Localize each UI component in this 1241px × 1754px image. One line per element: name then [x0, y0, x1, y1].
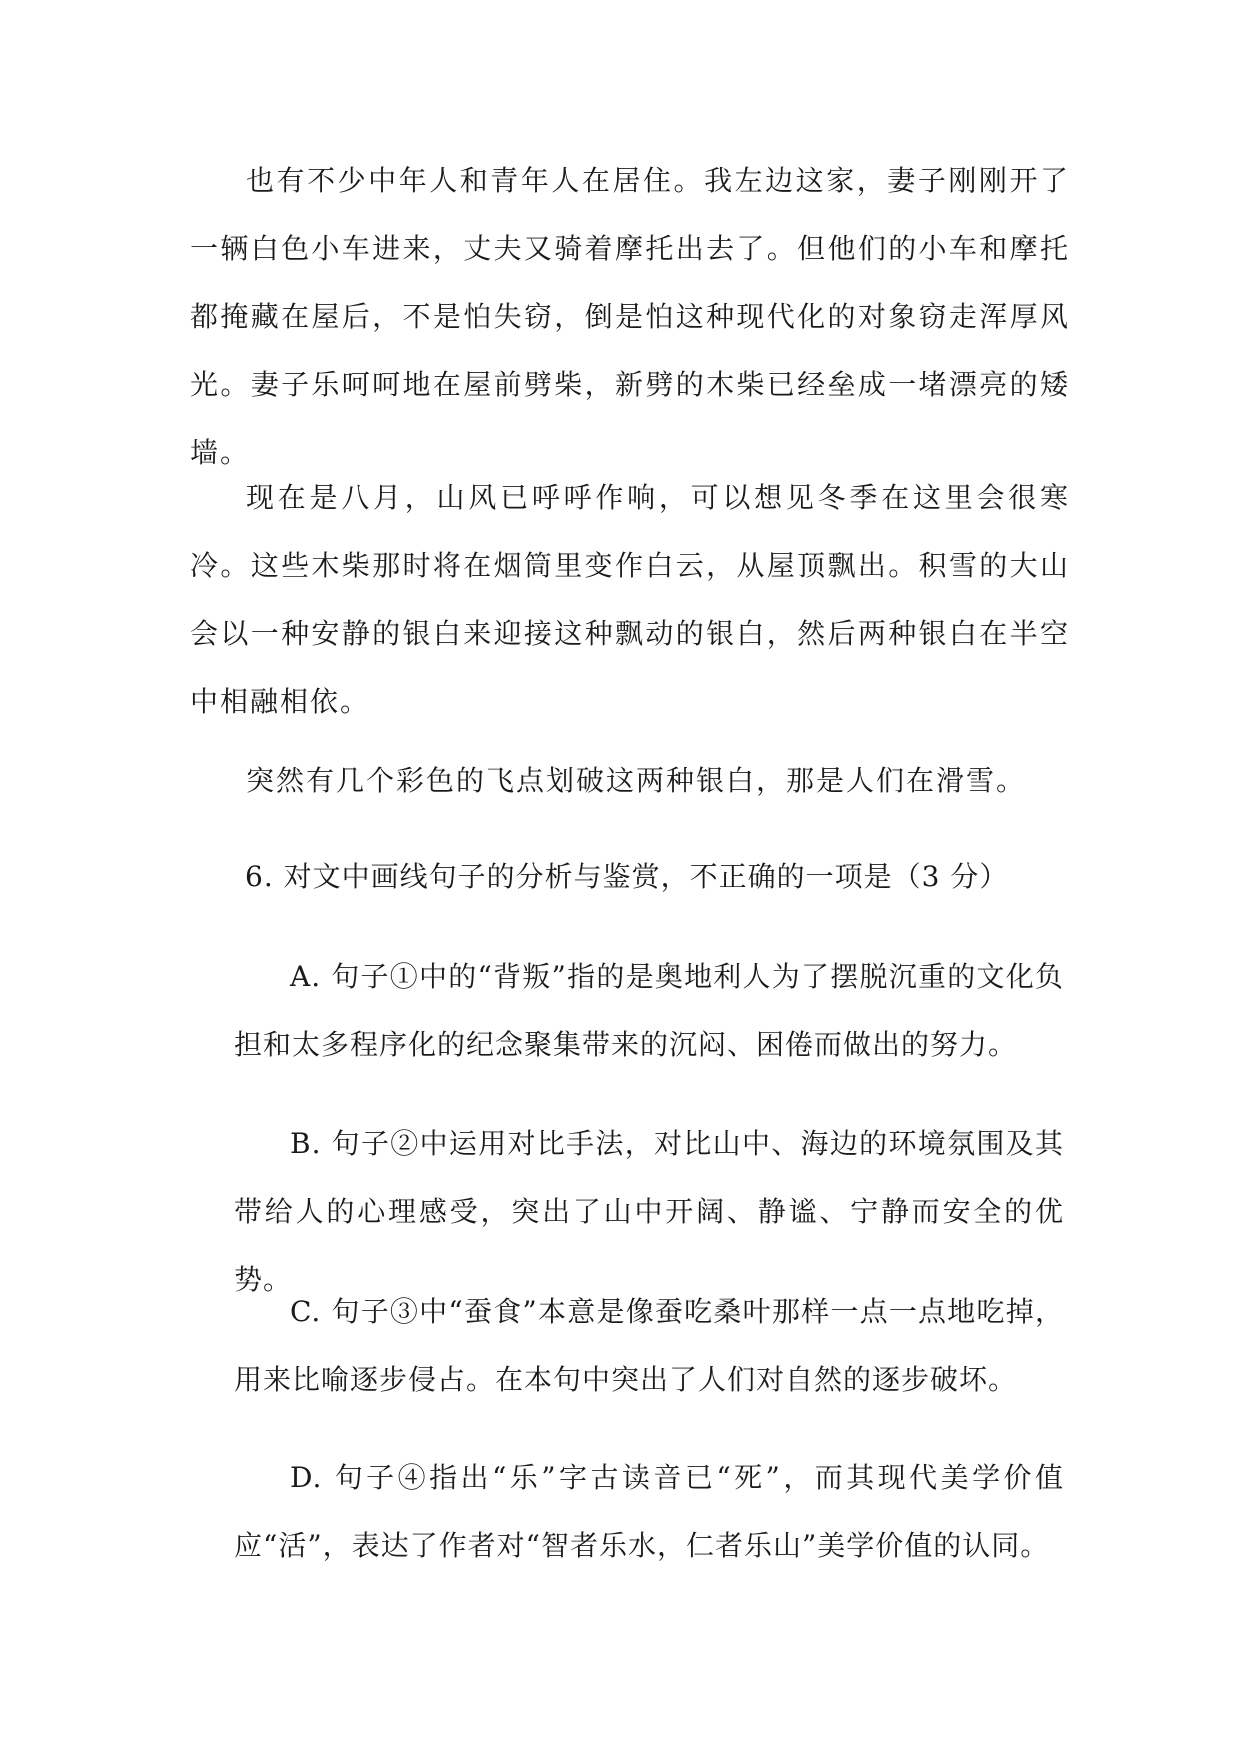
passage-paragraph-3: 突然有几个彩色的飞点划破这两种银白，那是人们在滑雪。	[246, 764, 1027, 797]
option-c: C. 句子③中“蚕食”本意是像蚕吃桑叶那样一点一点地吃掉，用来比喻逐步侵占。在本句中突出了人们对自然的逐步破坏。	[234, 1295, 1064, 1396]
passage-paragraph-2: 现在是八月，山风已呼呼作响，可以想见冬季在这里会很寒冷。这些木柴那时将在烟筒里变作白云，从屋顶飘出。积雪的大山会以一种安静的银白来迎接这种飘动的银白，然后两种银白在半空中相融相依。	[190, 481, 1070, 718]
passage-paragraph-1: 也有不少中年人和青年人在居住。我左边这家，妻子刚刚开了一辆白色小车进来，丈夫又骑着摩托出去了。但他们的小车和摩托都掩藏在屋后，不是怕失窃，倒是怕这种现代化的对象窃走浑厚风光。妻子乐呵呵地在屋前劈柴，新劈的木柴已经垒成一堵漂亮的矮墙。	[190, 164, 1070, 469]
question-stem: 6. 对文中画线句子的分析与鉴赏，不正确的一项是（3 分）	[245, 860, 1009, 893]
option-b: B. 句子②中运用对比手法，对比山中、海边的环境氛围及其带给人的心理感受，突出了山中开阔、静谧、宁静而安全的优势。	[234, 1127, 1064, 1296]
option-a: A. 句子①中的“背叛”指的是奥地利人为了摆脱沉重的文化负担和太多程序化的纪念聚集带来的沉闷、困倦而做出的努力。	[234, 960, 1064, 1061]
option-d: D. 句子④指出“乐”字古读音已“死”，而其现代美学价值应“活”，表达了作者对“智者乐水，仁者乐山”美学价值的认同。	[234, 1461, 1064, 1562]
